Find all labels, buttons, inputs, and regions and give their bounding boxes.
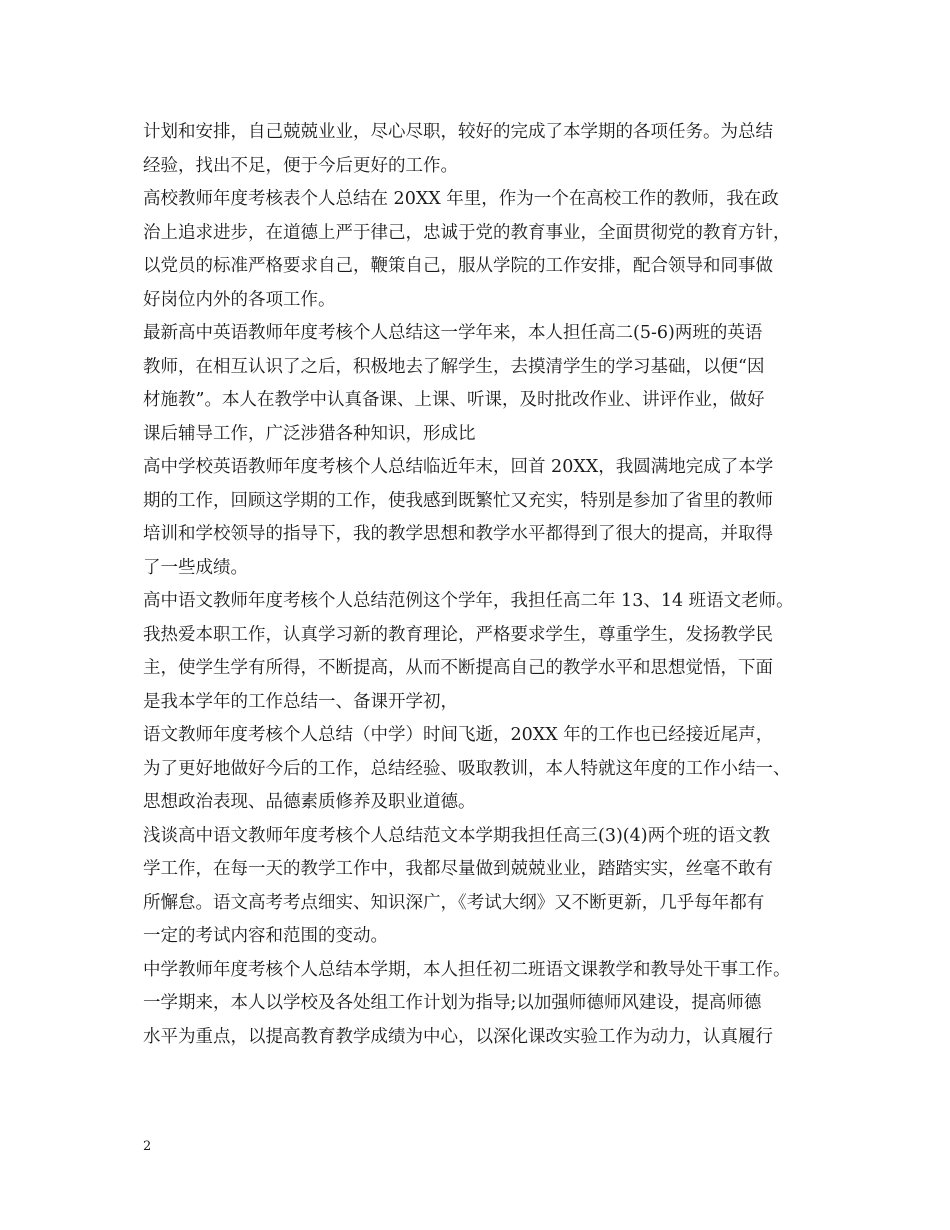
text-line: 期的工作，回顾这学期的工作，使我感到既繁忙又充实，特别是参加了省里的教师 <box>143 490 773 511</box>
text-line: 为了更好地做好今后的工作，总结经验、吸取教训，本人特就这年度的工作小结一、 <box>143 758 791 779</box>
text-line: 我热爱本职工作，认真学习新的教育理论，严格要求学生，尊重学生，发扬教学民 <box>143 624 773 645</box>
text-line: 一学期来，本人以学校及各处组工作计划为指导;以加强师德师风建设，提高师德 <box>143 993 762 1013</box>
text-line: 了一些成绩。 <box>143 557 248 578</box>
text-line: 培训和学校领导的指导下，我的教学思想和教学水平都得到了很大的提高，并取得 <box>143 524 773 544</box>
text-line: 高校教师年度考核表个人总结在 20XX 年里，作为一个在高校工作的教师，我在政 <box>143 189 779 209</box>
page-number: 2 <box>143 1139 152 1154</box>
text-line: 浅谈高中语文教师年度考核个人总结范文本学期我担任高三(3)(4)两个班的语文教 <box>143 825 771 846</box>
text-line: 以党员的标准严格要求自己，鞭策自己，服从学院的工作安排，配合领导和同事做 <box>143 256 773 276</box>
text-line: 学工作，在每一天的教学工作中，我都尽量做到兢兢业业，踏踏实实，丝毫不敢有 <box>143 859 773 879</box>
text-line: 一定的考试内容和范围的变动。 <box>143 926 388 946</box>
text-line: 思想政治表现、品德素质修养及职业道德。 <box>143 792 476 812</box>
text-line: 是我本学年的工作总结一、备课开学初， <box>143 691 458 712</box>
text-line: 课后辅导工作，广泛涉猎各种知识，形成比 <box>143 423 476 444</box>
text-line: 主，使学生学有所得，不断提高，从而不断提高自己的教学水平和思想觉悟，下面 <box>143 658 773 678</box>
text-line: 最新高中英语教师年度考核个人总结这一学年来，本人担任高二(5-6)两班的英语 <box>143 323 763 343</box>
text-line: 经验，找出不足，便于今后更好的工作。 <box>143 155 458 176</box>
text-line: 所懈怠。语文高考考点细实、知识深广，《考试大纲》又不断更新，几乎每年都有 <box>143 892 765 913</box>
text-line: 材施教”。本人在教学中认真备课、上课、听课，及时批改作业、讲评作业，做好 <box>143 390 765 410</box>
text-line: 高中语文教师年度考核个人总结范例这个学年，我担任高二年 13、14 班语文老师。 <box>143 591 794 611</box>
document-body <box>143 116 833 1054</box>
text-line: 好岗位内外的各项工作。 <box>143 289 336 310</box>
text-line: 教师，在相互认识了之后，积极地去了解学生，去摸清学生的学习基础，以便“因 <box>143 356 765 377</box>
text-line: 计划和安排，自己兢兢业业，尽心尽职，较好的完成了本学期的各项任务。为总结 <box>143 122 773 142</box>
text-line: 高中学校英语教师年度考核个人总结临近年末，回首 20XX，我圆满地完成了本学 <box>143 457 774 477</box>
text-line: 治上追求进步，在道德上严于律己，忠诚于党的教育事业，全面贯彻党的教育方针， <box>143 222 791 243</box>
text-line: 水平为重点，以提高教育教学成绩为中心，以深化课改实验工作为动力，认真履行 <box>143 1026 773 1047</box>
text-line: 中学教师年度考核个人总结本学期，本人担任初二班语文课教学和教导处干事工作。 <box>143 959 791 980</box>
text-line: 语文教师年度考核个人总结（中学）时间飞逝，20XX 年的工作也已经接近尾声， <box>143 725 774 745</box>
